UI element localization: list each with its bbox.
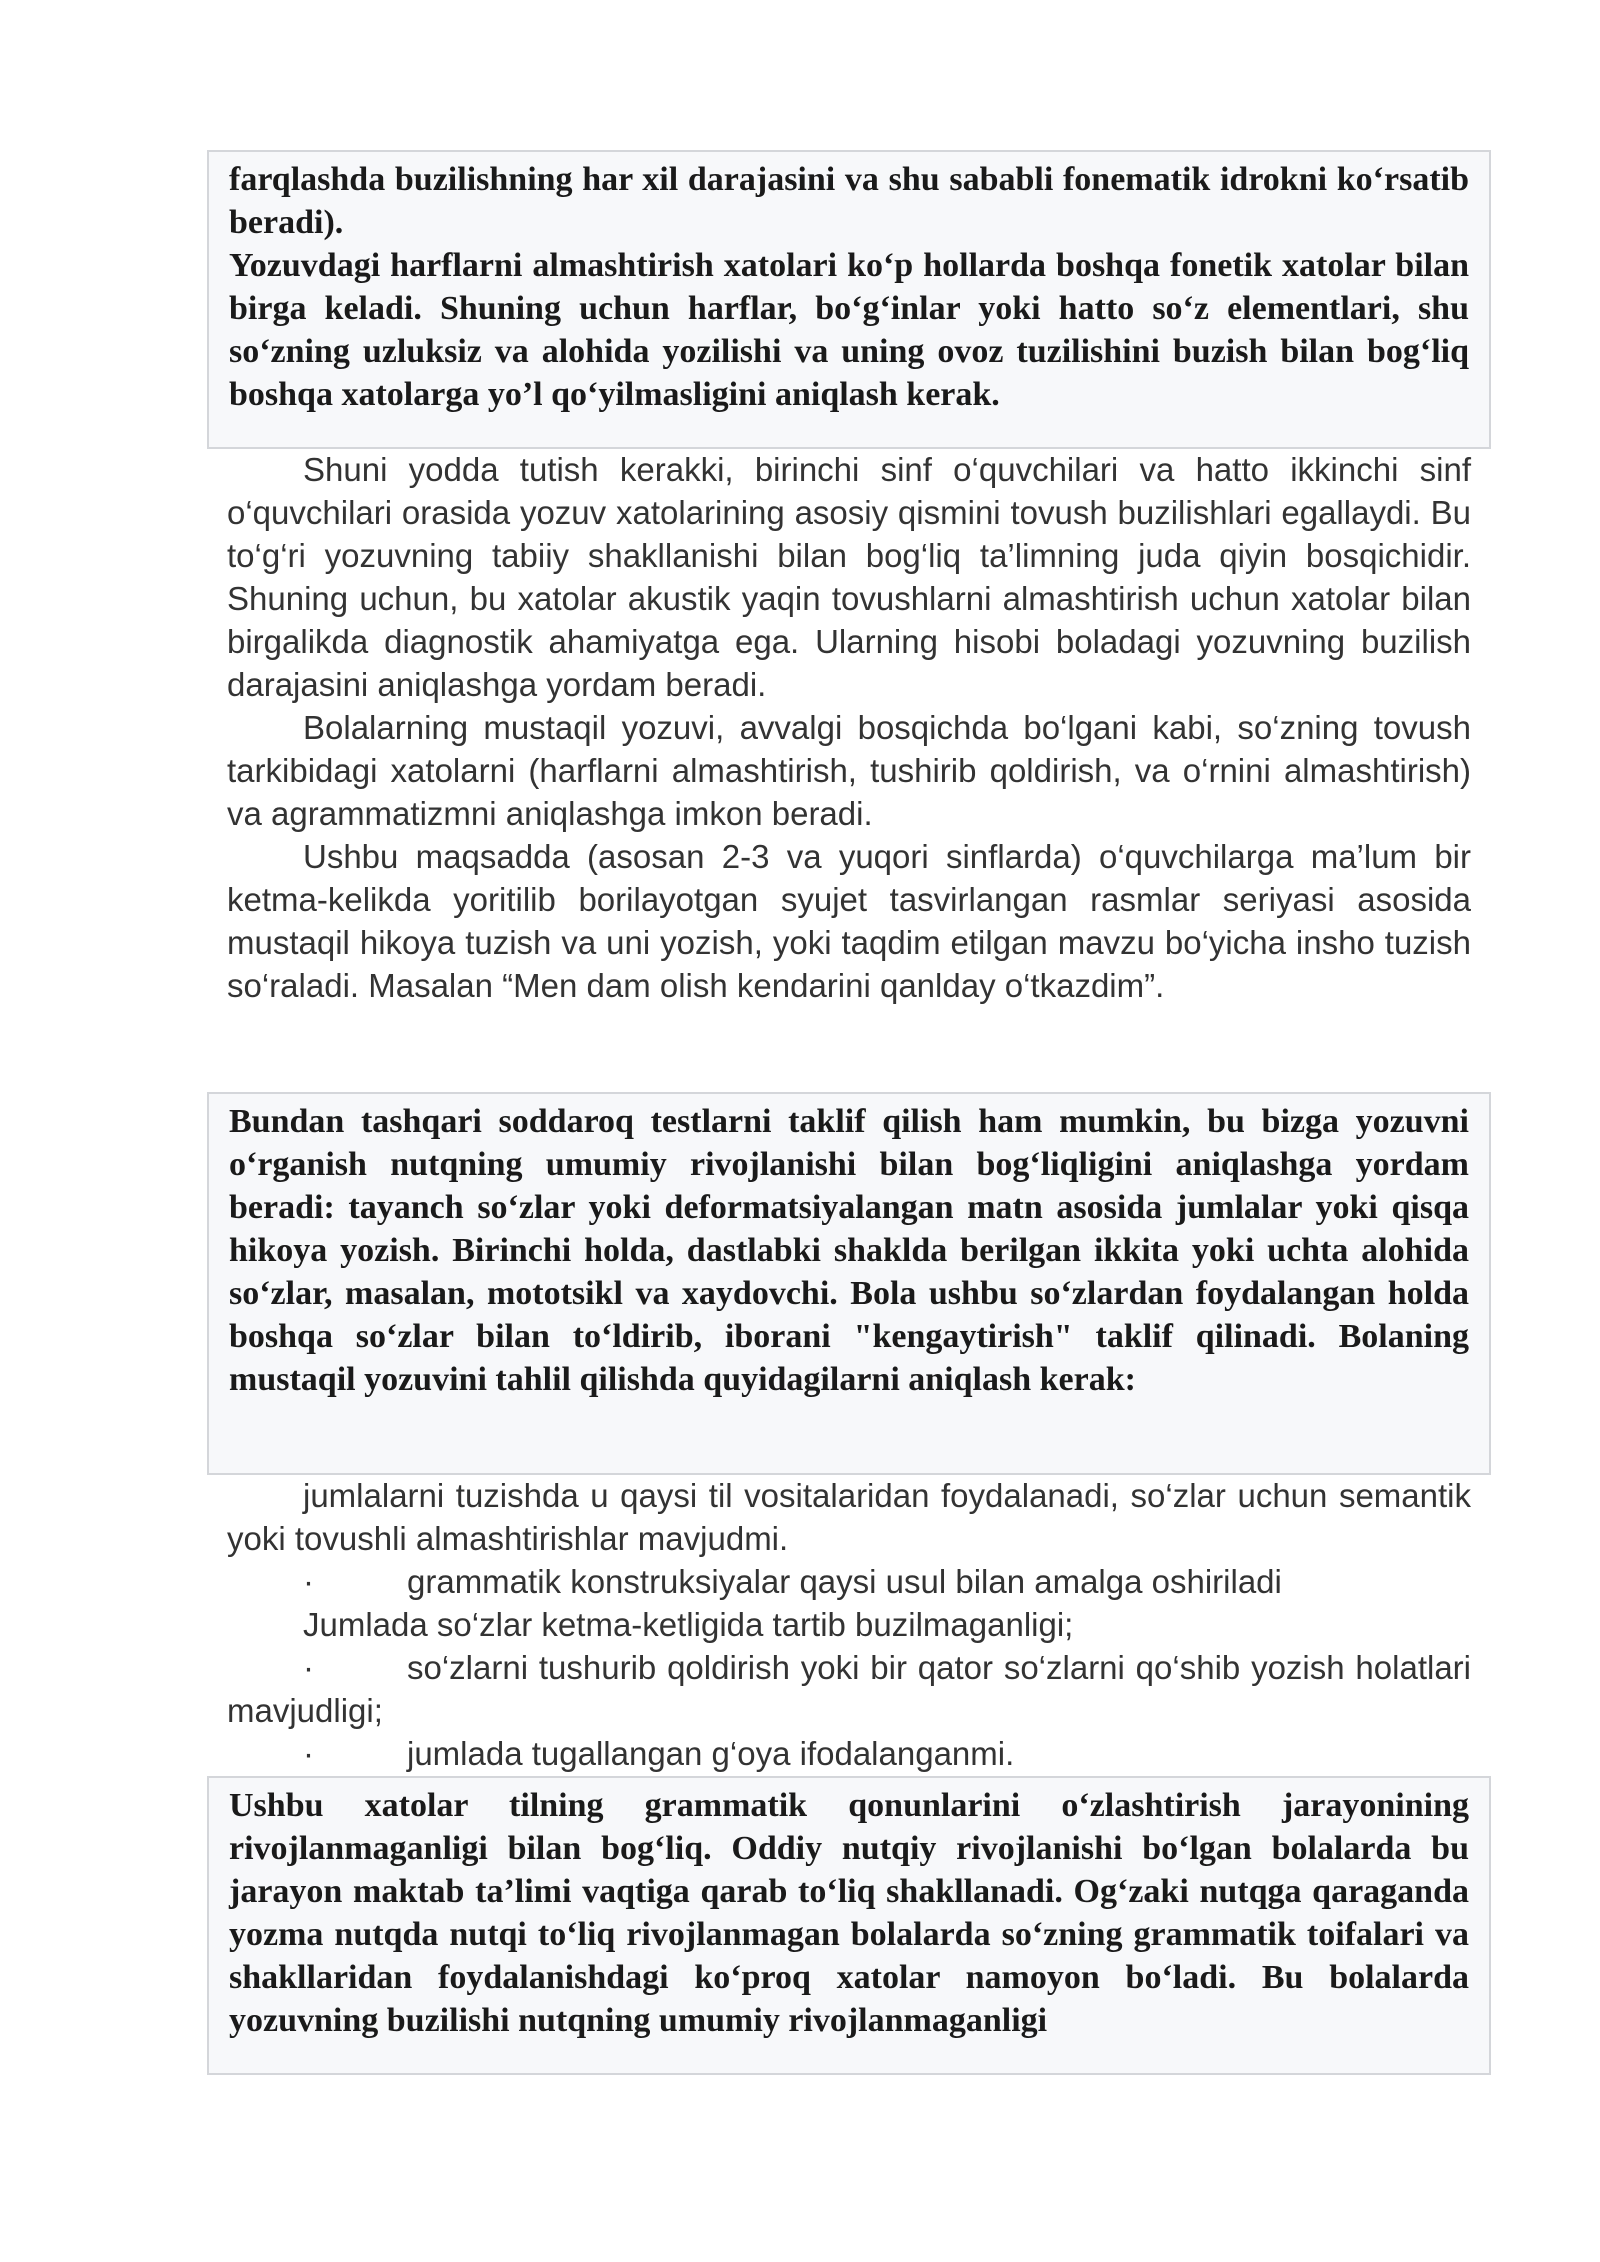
list-item <box>227 1732 1471 1775</box>
list-item <box>227 1646 1471 1732</box>
bullet-icon: · <box>303 1563 314 1600</box>
paragraph-language-means: jumlalarni tuzishda u qaysi til vositalaridan foydalanadi, so‘zlar uchun semantik yoki tovushli almashtirishlar mavjudmi. <box>227 1477 1471 1557</box>
paragraph-first-grade-errors: Shuni yodda tutish kerakki, birinchi sinf o‘quvchilari va hatto ikkinchi sinf o‘quvchilari orasida yozuv xatolarining asosiy qismini tovush buzilishlari egallaydi. Bu to‘g‘ri yozuvning tabiiy shakllanishi bilan bog‘liq ta’limning juda qiyin bosqichidir. Shuning uchun, bu xatolar akustik yaqin tovushlarni almashtirish uchun xatolar bilan birgalikda diagnostik ahamiyatga ega. Ularning hisobi boladagi yozuvning buzilish darajasini aniqlashga yordam beradi. <box>227 451 1471 703</box>
paragraph-continuation: farqlashda buzilishning har xil darajasini va shu sababli fonematik idrokni ko‘rsatib beradi). <box>229 161 1469 241</box>
text-section-2 <box>227 1474 1471 1775</box>
bullet-icon: · <box>303 1649 314 1686</box>
list-item-text: grammatik konstruksiyalar qaysi usul bilan amalga oshiriladi <box>407 1563 1282 1600</box>
paragraph-grammar-laws: Ushbu xatolar tilning grammatik qonunlarini o‘zlashtirish jarayonining rivojlanmaganligi bilan bog‘liq. Oddiy nutqiy rivojlanishi bo‘lgan bolalarda bu jarayon maktab ta’limi vaqtiga qarab to‘liq shakllanadi. Og‘zaki nutqga qaraganda yozma nutqda nutqi to‘liq rivojlanmagan bolalarda so‘zning grammatik toifalari va shakllaridan foydalanishdagi ko‘proq xatolar namoyon bo‘ladi. Bu bolalarda yozuvning buzilishi nutqning umumiy rivojlanmaganligi <box>229 1787 1469 2039</box>
paragraph-simple-tests: Bundan tashqari soddaroq testlarni taklif qilish ham mumkin, bu bizga yozuvni o‘rganish nutqning umumiy rivojlanishi bilan bog‘liqligini aniqlashga yordam beradi: tayanch so‘zlar yoki deformatsiyalangan matn asosida jumlalar yoki qisqa hikoya yozish. Birinchi holda, dastlabki shakldа berilgan ikkita yoki uchta alohida so‘zlar, masalan, mototsikl va xaydovchi. Bola ushbu so‘zlardan foydalangan holda boshqa so‘zlar bilan to‘ldirib, iborani "kengaytirish" taklif qilinadi. Bolaning mustaqil yozuvini tahlil qilishda quyidagilarni aniqlash kerak: <box>229 1103 1469 1398</box>
text-section-1 <box>227 448 1471 1007</box>
bullet-icon: · <box>303 1735 314 1772</box>
paragraph-independent-writing: Bolalarning mustaqil yozuvi, avvalgi bosqichda bo‘lgani kabi, so‘zning tovush tarkibidagi xatolarni (harflarni almashtirish, tushirib qoldirish, va o‘rnini almashtirish) va agrammatizmni aniqlashga imkon beradi. <box>227 709 1471 832</box>
paragraph-story-task: Ushbu maqsadda (asosan 2-3 va yuqori sinflarda) o‘quvchilarga ma’lum bir ketma-kelikda yoritilib borilayotgan syujet tasvirlangan rasmlar seriyasi asosida mustaqil hikoya tuzish va uni yozish, yoki taqdim etilgan mavzu bo‘yicha insho tuzish so‘raladi. Masalan “Men dam olish kendarini qanlday o‘tkazdim”. <box>227 838 1471 1004</box>
paragraph-letter-substitution: Yozuvdagi harflarni almashtirish xatolari ko‘p hollarda boshqa fonetik xatolar bilan birga keladi. Shuning uchun harflar, bo‘g‘inlar yoki hatto so‘z elementlari, shu so‘zning uzluksiz va alohida yozilishi va uning ovoz tuzilishini buzish bilan bog‘liq boshqa xatolarga yo’l qo‘yilmasligini aniqlash kerak. <box>229 247 1469 413</box>
list-item-text: jumlada tugallangan g‘oya ifodalanganmi. <box>407 1735 1015 1772</box>
list-item-text: so‘zlarni tushurib qoldirish yoki bir qator so‘zlarni qo‘shib yozish holatlari mavjudligi; <box>227 1649 1471 1729</box>
highlighted-block-2 <box>207 1092 1491 1475</box>
paragraph-word-order: Jumlada so‘zlar ketma-ketligida tartib buzilmaganligi; <box>303 1606 1074 1643</box>
highlighted-block-3 <box>207 1776 1491 2075</box>
list-item <box>227 1560 1471 1603</box>
highlighted-block-1 <box>207 150 1491 449</box>
